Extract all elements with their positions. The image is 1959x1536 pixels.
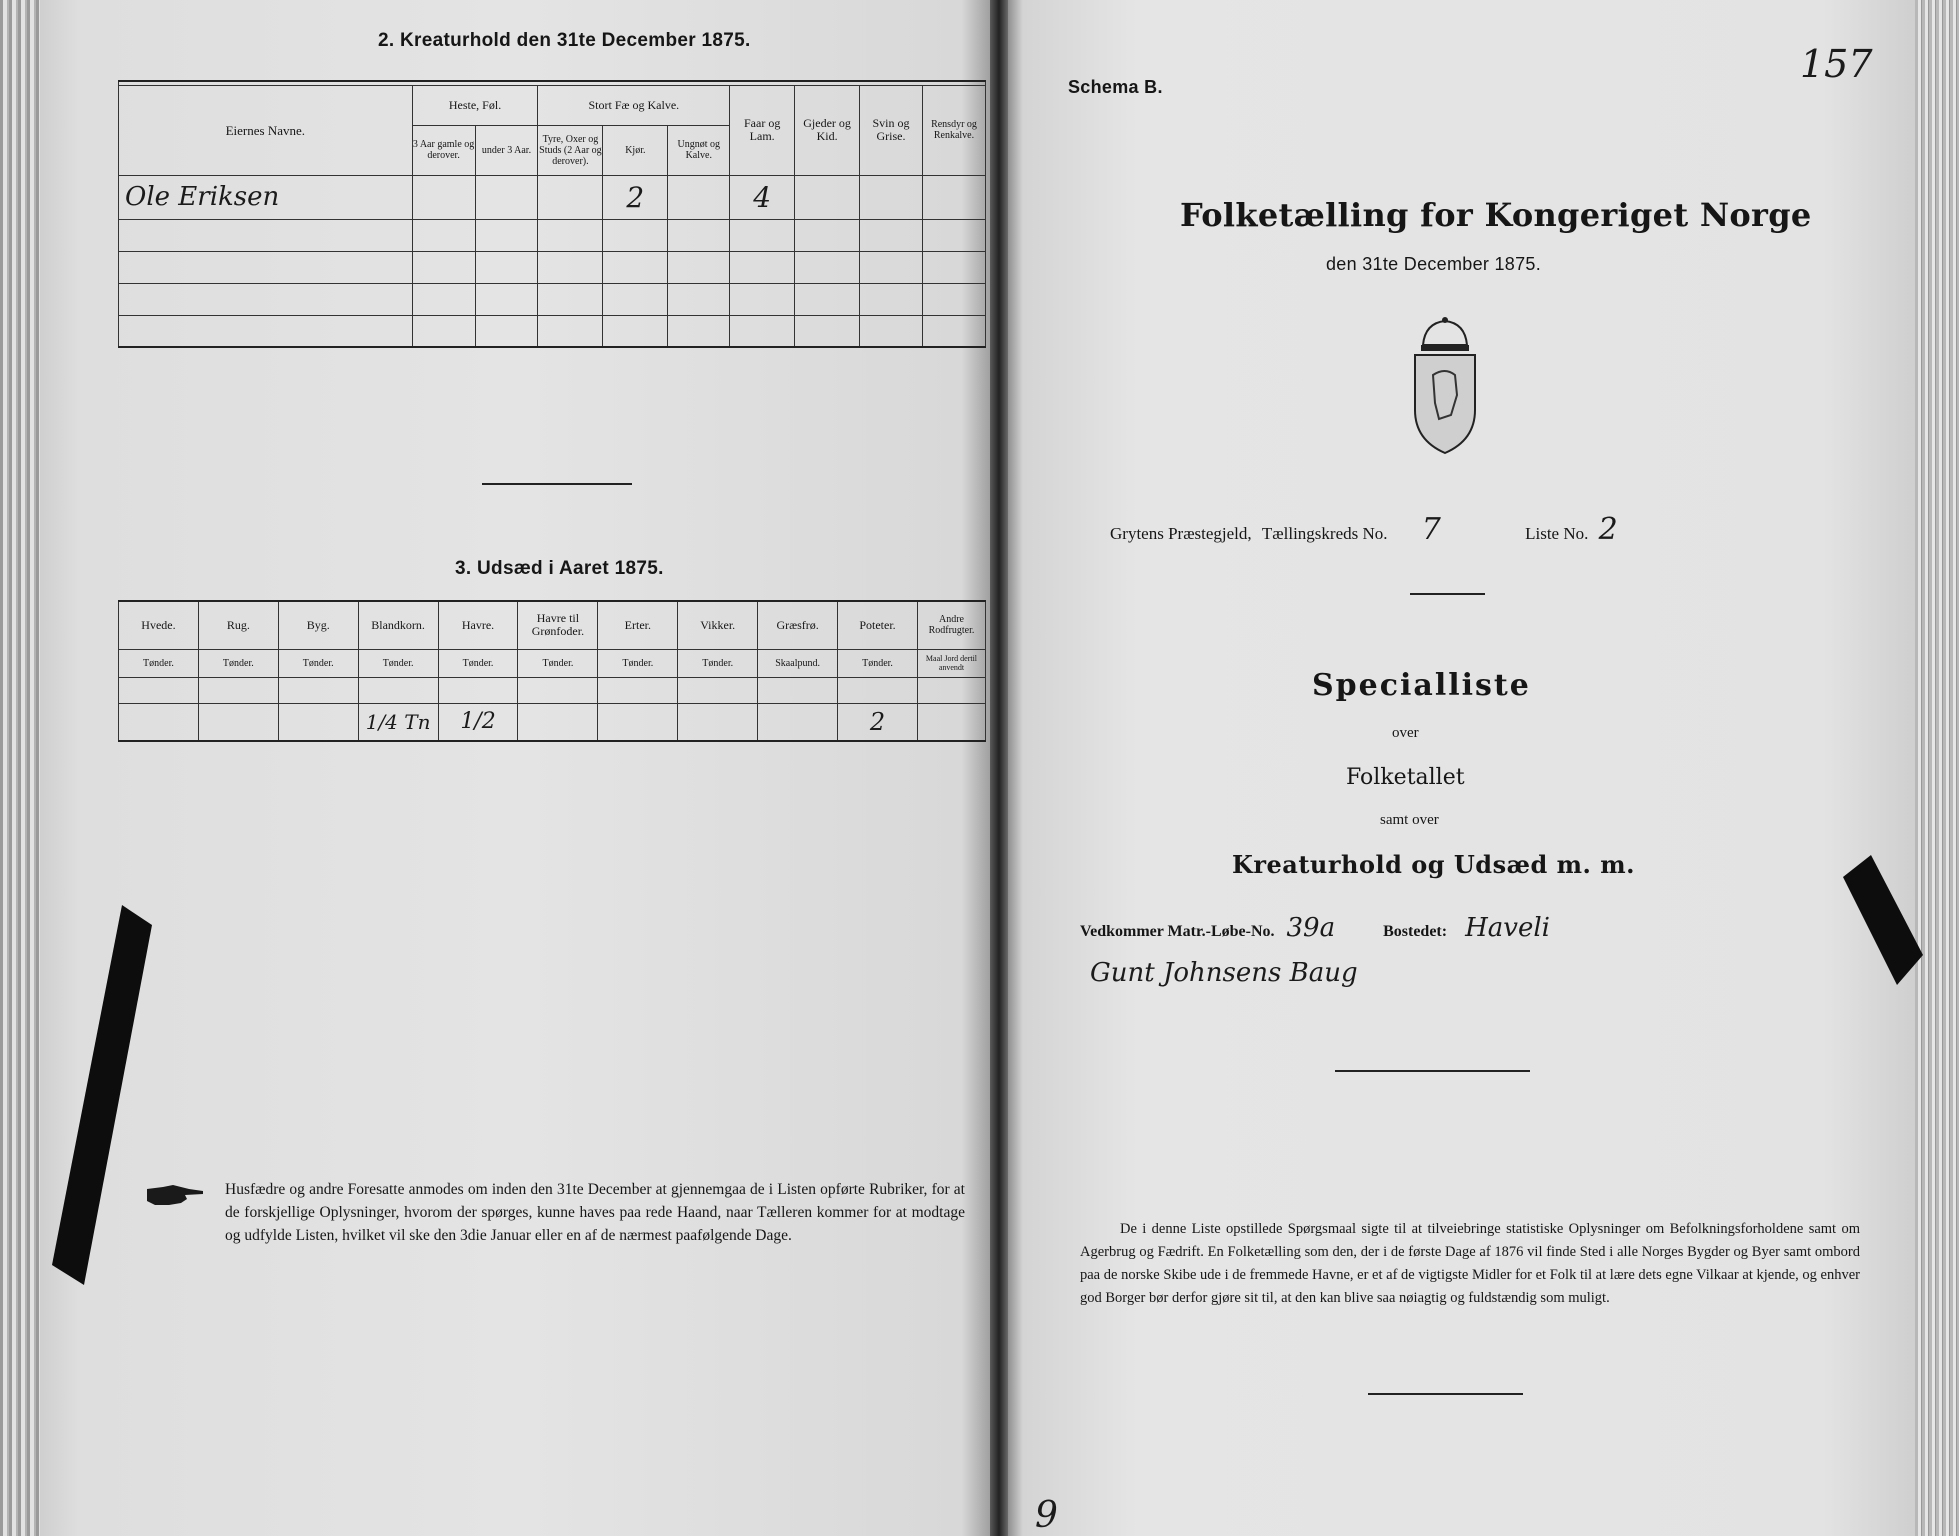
table-row <box>119 219 986 251</box>
col-vikker: Vikker. <box>678 601 758 649</box>
value-blandkorn: 1/4 Tn <box>358 703 438 741</box>
bostedet-value: Haveli <box>1465 913 1550 943</box>
col-havre: Havre. <box>438 601 518 649</box>
divider <box>1335 1070 1530 1072</box>
col-svin: Svin og Grise. <box>860 85 923 175</box>
col-rensdyr: Rensdyr og Renkalve. <box>922 85 985 175</box>
table-row <box>119 283 986 315</box>
unit: Skaalpund. <box>758 649 838 677</box>
sowing-table <box>118 600 986 742</box>
coat-of-arms-icon <box>1405 315 1485 460</box>
col-havre-gronfoder: Havre til Grønfoder. <box>518 601 598 649</box>
section2-title: 2. Kreaturhold den 31te December 1875. <box>378 30 751 51</box>
table-row <box>119 315 986 347</box>
divider <box>1410 593 1485 595</box>
matr-value: 39a <box>1286 913 1336 943</box>
value-havre: 1/2 <box>438 703 518 741</box>
book-gutter <box>990 0 1008 1536</box>
footer-text: De i denne Liste opstillede Spørgsmaal sigte til at tilveiebringe statistiske Oplysninger om Befolkningsforholdene samt om Agerbrug og Fædrift. En Folketælling som den, der i de første Dage af 1876 vil finde Sted i alle Norges Bygder og Byer samt ombord paa de norske Skibe ude i de fremmede Havne, er et af de vigtigste Midler for et Folk til at lære dets egne Vilkaar at kjende, og enhver god Borger bør derfor gjøre sit til, at den kan blive saa nøiagtig og fuldstændig som muligt. <box>1080 1221 1860 1306</box>
col-kjor: Kjør. <box>603 125 668 175</box>
group-heste: Heste, Føl. <box>412 85 538 125</box>
col-graesfro: Græsfrø. <box>758 601 838 649</box>
col-faar: Faar og Lam. <box>730 85 795 175</box>
divider <box>1368 1393 1523 1395</box>
matr-label: Vedkommer Matr.-Løbe-No. <box>1080 923 1275 940</box>
unit: Tønder. <box>518 649 598 677</box>
over-label: over <box>1392 725 1419 741</box>
page-stack-right <box>1915 0 1959 1536</box>
folketallet-label: Folketallet <box>1346 765 1465 790</box>
unit: Tønder. <box>358 649 438 677</box>
pointing-hand-icon <box>145 1183 205 1214</box>
col-andre: Andre Rodfrugter. <box>917 601 985 649</box>
table-row <box>119 175 986 219</box>
owner-header: Eiernes Navne. <box>119 85 413 175</box>
matr-line <box>1080 913 1550 943</box>
parish-line <box>1110 512 1618 547</box>
farm-note: Gunt Johnsens Baug <box>1090 958 1358 988</box>
col-ungnot: Ungnøt og Kalve. <box>668 125 730 175</box>
divider <box>482 483 632 485</box>
livestock-table <box>118 80 986 348</box>
unit: Tønder. <box>198 649 278 677</box>
unit: Tønder. <box>838 649 918 677</box>
col-gjeder: Gjeder og Kid. <box>795 85 860 175</box>
unit: Maal Jord dertil anvendt <box>917 649 985 677</box>
owner-name: Ole Eriksen <box>119 175 413 219</box>
table-row <box>119 677 986 703</box>
strap-right <box>1843 855 1923 985</box>
unit: Tønder. <box>678 649 758 677</box>
bostedet-label: Bostedet: <box>1383 923 1448 940</box>
section3-title: 3. Udsæd i Aaret 1875. <box>455 558 664 579</box>
table-row <box>119 703 986 741</box>
col-byg: Byg. <box>278 601 358 649</box>
col-poteter: Poteter. <box>838 601 918 649</box>
col-blandkorn: Blandkorn. <box>358 601 438 649</box>
main-subtitle: den 31te December 1875. <box>1326 254 1542 274</box>
special-title: Specialliste <box>1312 668 1531 703</box>
page-number: 157 <box>1800 42 1873 86</box>
unit: Tønder. <box>119 649 199 677</box>
list-label: Liste No. <box>1525 524 1589 543</box>
value-poteter: 2 <box>838 703 918 741</box>
col-hvede: Hvede. <box>119 601 199 649</box>
main-title: Folketælling for Kongeriget Norge <box>1180 196 1812 234</box>
col-erter: Erter. <box>598 601 678 649</box>
col-heste-3aar: 3 Aar gamle og derover. <box>412 125 475 175</box>
district-value: 7 <box>1421 512 1441 547</box>
schema-label: Schema B. <box>1068 77 1163 97</box>
col-heste-under: under 3 Aar. <box>475 125 538 175</box>
notice-text: Husfædre og andre Foresatte anmodes om inden den 31te December at gjennemgaa de i Listen opførte Rubriker, for at de forskjellige Oplysninger, hvorom der spørges, kunne haves paa rede Haand, naar Tælleren kommer for at modtage og udfylde Listen, hvilket vil ske den 3die Januar eller en af de nærmest paafølgende Dage. <box>225 1181 965 1244</box>
list-value: 2 <box>1598 512 1618 547</box>
group-stort-fae: Stort Fæ og Kalve. <box>538 85 730 125</box>
parish-label: Grytens Præstegjeld, <box>1110 524 1252 543</box>
col-rug: Rug. <box>198 601 278 649</box>
col-tyre: Tyre, Oxer og Studs (2 Aar og derover). <box>538 125 603 175</box>
value-faar: 4 <box>730 175 795 219</box>
unit: Tønder. <box>438 649 518 677</box>
district-label: Tællingskreds No. <box>1261 524 1388 543</box>
unit: Tønder. <box>598 649 678 677</box>
table-row <box>119 251 986 283</box>
kreaturhold-label: Kreaturhold og Udsæd m. m. <box>1232 850 1635 879</box>
strap-left <box>52 905 152 1285</box>
samt-over-label: samt over <box>1380 812 1439 828</box>
unit: Tønder. <box>278 649 358 677</box>
value-kjor: 2 <box>603 175 668 219</box>
bottom-mark: 9 <box>1035 1495 1058 1536</box>
